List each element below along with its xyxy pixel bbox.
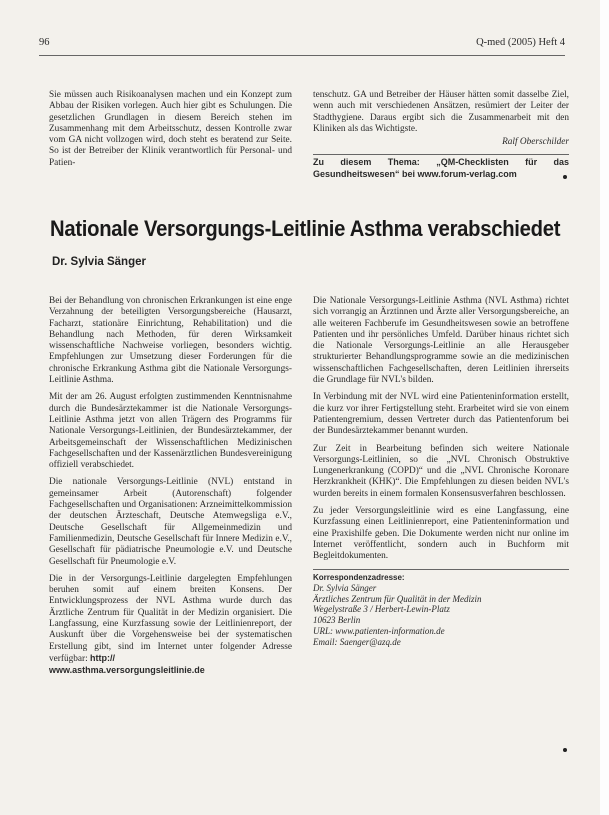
left-paragraph-4: [49, 574, 292, 665]
end-bullet-article: [563, 748, 567, 752]
contact-street: Wegelystraße 3 / Herbert-Lewin-Platz: [313, 604, 450, 615]
top-signature: Ralf Oberschilder: [502, 137, 569, 148]
contact-org: Ärztliches Zentrum für Qualität in der Medizin: [313, 593, 482, 604]
contact-name: Dr. Sylvia Sänger: [313, 582, 377, 593]
right-paragraph-1: Die Nationale Versorgungs-Leitlinie Asthma (NVL Asthma) richtet sich vorrangig an Ärztinnen und Ärzte aller Versorgungsbereiche, an alle weiteren Fachberufe im Gesundheitswesen sowie an betroffene Patienten und ihr persönliches Umfeld. Darüber hinaus richtet sich die Nationale Versorgungs-Leitlinie an alle Herausgeber strukturierter Behandlungsprogramme sowie an die medizinischen wissenschaftlichen Fachgesellschaften, deren Leitlinien ihrerseits die Grundlage für NVL's bilden.: [313, 296, 569, 386]
left-paragraph-4-text: Die in der Versorgungs-Leitlinie dargelegten Empfehlungen beruhen somit auf einem breiten Konsens. Der Entwicklungsprozess der NVL Asthma wurde durch das Ärztliche Zentrum für Qualität in der Medizin organisiert. Die Langfassung, eine Kurzfassung sowie der Leitlinienreport, der Auskunft über die Vorgehensweise bei der systematischen Erstellung gibt, sind im Internet unter folgender Adresse verfügbar:: [49, 573, 292, 664]
top-right-column: [313, 90, 569, 180]
contact-city: 10623 Berlin: [313, 615, 361, 626]
journal-name: Q-med (2005) Heft 4: [476, 37, 565, 48]
contact-email[interactable]: Email: Saenger@azq.de: [313, 636, 401, 647]
contact-label: Korrespondenzadresse:: [313, 572, 405, 582]
header-rule: [39, 55, 565, 56]
contact-box: [313, 569, 569, 648]
left-paragraph-3: Die nationale Versorgungs-Leitlinie (NVL) entstand in gemeinsamer Arbeit (Autorenschaft) folgender Fachgesellschaften und Organisationen: Arzneimittelkommission der deutschen Ärzteschaft, Deutsche Atemwegsliga e.V., Deutsche Gesellschaft für Allgemeinmedizin und Familienmedizin, Deutsche Gesellschaft für Innere Medizin e.V., Gesellschaft für pädiatrische Pneumologie e.V. und Deutsche Gesellschaft für Pneumologie e.V.: [49, 477, 292, 567]
right-paragraph-4: Zu jeder Versorgungsleitlinie wird es eine Langfassung, eine Kurzfassung einen Leitlinienreport, eine Patienteninformation und eine Praxishilfe geben. Die Dokumente werden nicht nur online im Internet veröffentlicht, sondern auch in Buchform mit Begleitdokumenten.: [313, 506, 569, 562]
top-left-text: Sie müssen auch Risikoanalysen machen und ein Konzept zum Abbau der Risiken vorlegen. Auch hier gibt es Schulungen. Die gesetzlichen Grundlagen in diesem Bereich stehen im Zusammenhang mit dem Arbeitsschutz, dessen Kontrolle zwar vom GA nicht vollzogen wird, doch steht es beratend zur Seite. So ist der Betreiber der Klinik verantwortlich für Personal- und Patien-: [49, 90, 292, 168]
link-prefix: http://: [90, 652, 116, 663]
end-bullet-top: [563, 175, 567, 179]
top-left-column: [49, 90, 292, 175]
left-paragraph-2: Mit der am 26. August erfolgten zustimmenden Kenntnisnahme durch die Bundesärztekammer ist die Nationale Versorgungs-Leitlinie Asthma jetzt von allen Trägern des Programms für Nationale Versorgungs-Leitlinien, der Bundesärztekammer, der Arbeitsgemeinschaft der Wissenschaftlichen Medizinischen Fachgesellschaften und der Kassenärztlichen Bundesvereinigung offiziell verabschiedet.: [49, 392, 292, 471]
top-link-note: Zu diesem Thema: „QM-Checklisten für das Gesundheitswesen“ bei www.forum-verlag.com: [313, 154, 569, 180]
article-title: Nationale Versorgungs-Leitlinie Asthma verabschiedet: [50, 216, 561, 241]
right-column: [313, 296, 569, 648]
contact-url[interactable]: URL: www.patienten-information.de: [313, 626, 445, 637]
right-paragraph-2: In Verbindung mit der NVL wird eine Patienteninformation erstellt, die kurz vor ihrer Fertigstellung steht. Erarbeitet wird sie von einem Patientengremium, dessen Vertreter durch das Patientenforum bei der Bundesärztekammer benannt wurden.: [313, 392, 569, 437]
top-right-text: tenschutz. GA und Betreiber der Häuser hätten somit dasselbe Ziel, wenn auch mit verschiedenen Ansätzen, resümiert der Leiter der Stadthygiene. Daraus ergibt sich die Zusammenarbeit mit den Kliniken als das Wichtigste.: [313, 90, 569, 134]
right-paragraph-3: Zur Zeit in Bearbeitung befinden sich weitere Nationale Versorgungs-Leitlinien, so die „NVL Chronisch Obstruktive Lungenerkrankung (COPD)“ und die „NVL Chronische Koronare Herzkrankheit (KHK)“. Die Empfehlungen zu diesen beiden NVL's wurden bereits in einem formalen Konsensusverfahren beschlossen.: [313, 443, 569, 499]
article-author: Dr. Sylvia Sänger: [52, 256, 146, 268]
guideline-url[interactable]: www.asthma.versorgungsleitlinie.de: [49, 665, 205, 676]
left-column: [49, 296, 292, 677]
left-paragraph-1: Bei der Behandlung von chronischen Erkrankungen ist eine enge Verzahnung der beteiligten Versorgungsbereiche (Hausarzt, Facharzt, stationäre Einrichtung, Rehabilitation) und die Behandlung nach Methoden, für deren Wirksamkeit wissenschaftliche Nachweise vorliegen, besonders wichtig. Empfehlungen zur Umsetzung dieser Forderungen für die chronische Erkrankung Asthma gibt die Nationale Versorgungs-Leitlinie Asthma.: [49, 296, 292, 386]
page-number: 96: [39, 37, 50, 48]
